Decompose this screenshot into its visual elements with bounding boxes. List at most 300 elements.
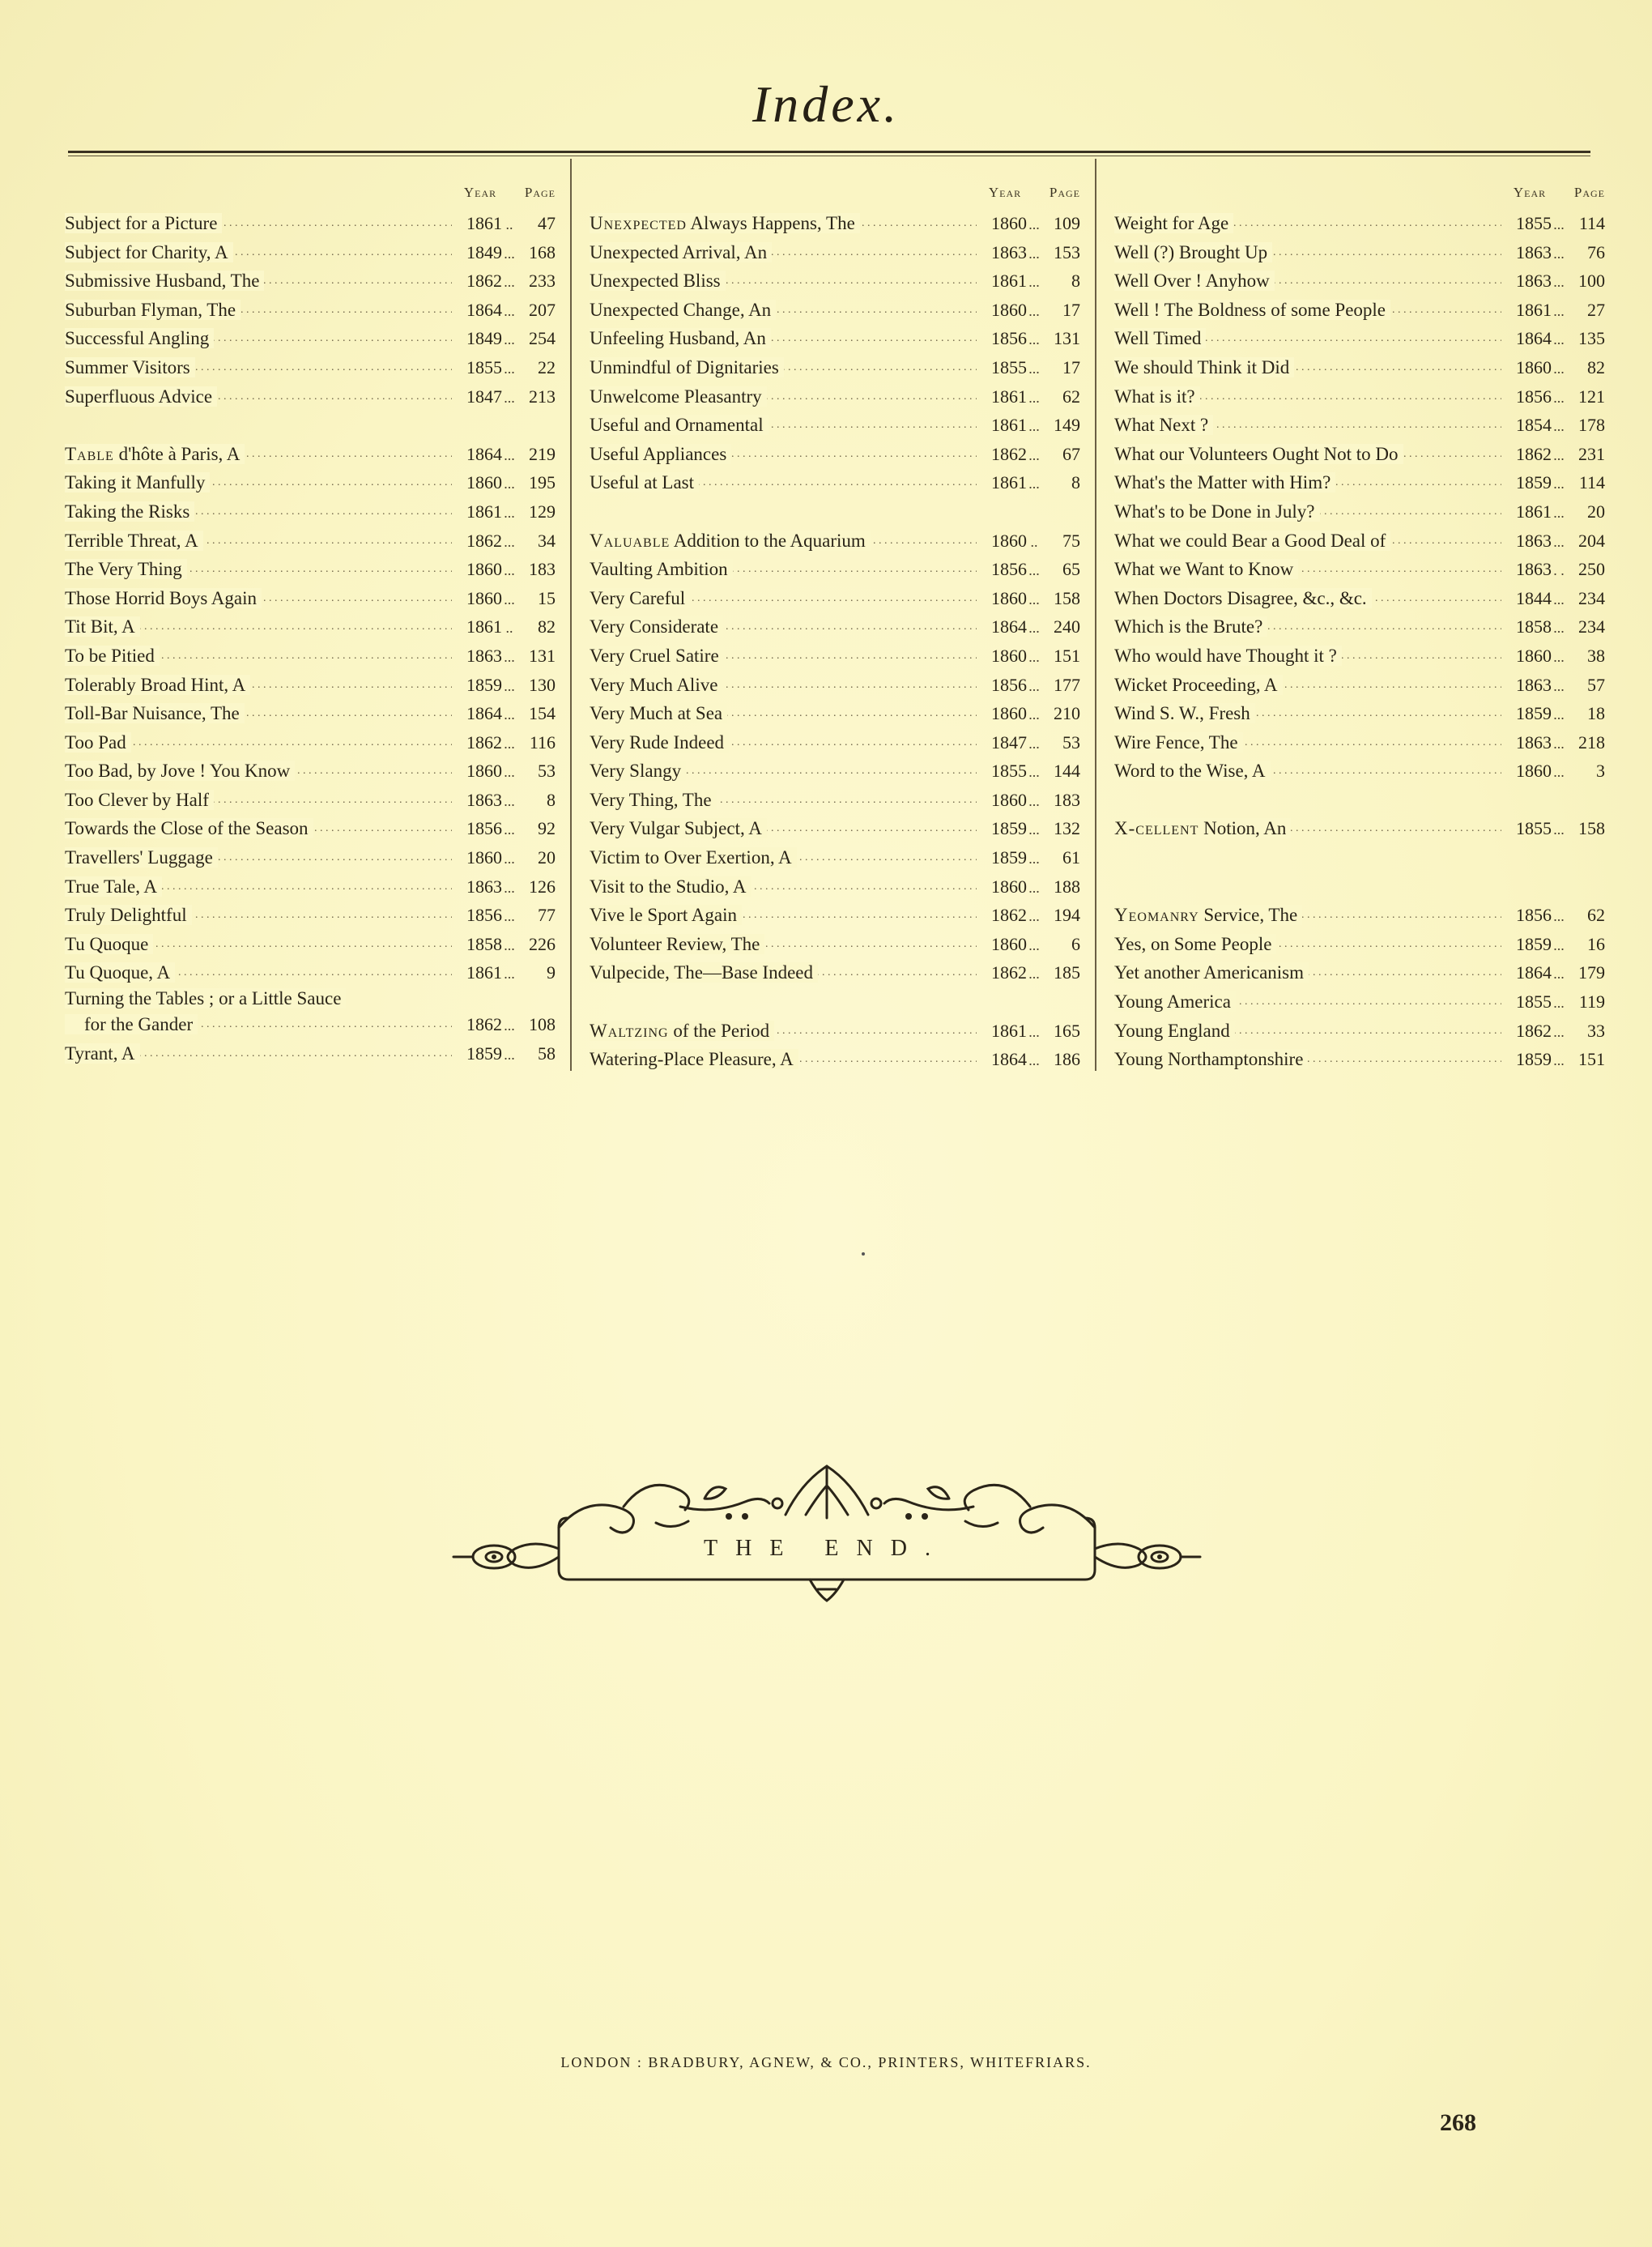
entry-year: 1856: [991, 674, 1027, 695]
entry-title: [1114, 531, 1390, 551]
entry-year: 1863: [466, 789, 502, 810]
index-entry: [590, 468, 1080, 497]
entry-page: 53: [538, 761, 556, 782]
index-entry: [65, 527, 556, 556]
entry-page: 234: [1578, 616, 1605, 637]
entry-leader: . .: [1553, 562, 1565, 579]
entry-page: 204: [1578, 530, 1605, 551]
entry-title: [590, 616, 723, 637]
entry-title-cell: [65, 353, 452, 382]
entry-year: 1862: [466, 731, 502, 753]
entry-year: 1861: [991, 472, 1027, 493]
entry-title-cell: [1114, 324, 1501, 353]
entry-title-cell: [65, 872, 452, 902]
entry-year: 1861: [991, 415, 1027, 436]
entry-year: 1862: [991, 443, 1027, 464]
entry-leader: ...: [1553, 446, 1565, 463]
index-entry: [590, 527, 1080, 556]
entry-title-cell: [1114, 497, 1501, 527]
entry-title-text: Yet another Americanism: [1114, 962, 1305, 983]
entry-leader: ...: [504, 936, 515, 953]
entry-title-cell: [1114, 266, 1501, 296]
entry-year: 1860: [991, 299, 1027, 320]
entry-leader: ...: [504, 389, 515, 406]
entry-title: [590, 790, 717, 810]
index-entries: [65, 209, 556, 1068]
entry-page: 131: [1054, 328, 1080, 349]
entry-year: 1864: [1516, 962, 1552, 983]
entry-title-text: Toll-Bar Nuisance, The: [65, 703, 240, 724]
index-column-2: [590, 185, 1080, 1074]
entry-title-cell: [1114, 814, 1501, 843]
index-entry: [1114, 728, 1605, 757]
entry-page: 61: [1062, 847, 1080, 868]
entry-title-text: What's to be Done in July?: [1114, 501, 1315, 522]
entry-page: 8: [1071, 271, 1080, 292]
entry-title: [590, 876, 751, 897]
entry-title-text: What's the Matter with Him?: [1114, 472, 1331, 493]
entry-title-cell: [590, 527, 977, 556]
entry-page: 9: [547, 962, 556, 983]
entry-leader: ...: [1553, 648, 1565, 665]
index-entry: [1114, 757, 1605, 786]
entry-year: 1861: [466, 616, 502, 637]
index-entry: [590, 440, 1080, 469]
entry-leader: ...: [1553, 677, 1565, 694]
entry-page: 15: [538, 587, 556, 608]
entry-leader: ...: [504, 966, 515, 983]
entry-title-text: What we Want to Know: [1114, 559, 1294, 580]
entry-year: 1860: [466, 587, 502, 608]
entry-year: 1847: [991, 731, 1027, 753]
entry-title: [1114, 271, 1275, 291]
entry-title: [1114, 761, 1271, 781]
index-entry: [1114, 814, 1605, 843]
entry-leader: ...: [1553, 764, 1565, 781]
entry-title-text: Towards the Close of the Season: [65, 818, 309, 839]
index-entry: [1114, 584, 1605, 613]
entry-year: 1844: [1516, 587, 1552, 608]
entry-title-text: Too Clever by Half: [65, 789, 209, 810]
entry-title: [590, 300, 776, 320]
index-entries: [1114, 209, 1605, 1074]
entry-title-text: Too Bad, by Jove ! You Know: [65, 761, 291, 782]
entry-leader: ...: [1028, 648, 1040, 665]
entry-title: [65, 876, 162, 897]
entry-leader: ...: [504, 302, 515, 319]
entry-title-text: Visit to the Studio, A: [590, 876, 747, 897]
entry-year: 1862: [991, 962, 1027, 983]
entry-title-text: What our Volunteers Ought Not to Do: [1114, 443, 1399, 464]
page-header: Page: [524, 185, 556, 200]
entry-title: [590, 472, 699, 492]
entry-title-cell: [1114, 930, 1501, 959]
entry-title: [65, 1014, 198, 1034]
entry-title-text: Who would have Thought it ?: [1114, 645, 1337, 666]
entry-leader: ...: [1553, 1023, 1565, 1040]
entry-year: 1860: [991, 587, 1027, 608]
entry-page: 195: [529, 472, 556, 493]
entry-title-cell: [65, 612, 452, 642]
entry-page: 57: [1587, 674, 1605, 695]
entry-year: 1860: [991, 933, 1027, 954]
column-header: [590, 185, 1080, 209]
entry-lead-word: X-cellent: [1114, 818, 1199, 839]
year-header: Year: [463, 185, 497, 200]
entry-year: 1863: [1516, 559, 1552, 580]
entry-leader: ...: [1553, 302, 1565, 319]
index-entry: [590, 296, 1080, 325]
entry-year: 1858: [1516, 616, 1552, 637]
entry-leader: ...: [504, 851, 515, 868]
entry-page: 20: [538, 847, 556, 868]
entry-title: [1114, 1021, 1235, 1041]
year-header: Year: [1513, 185, 1547, 200]
index-entry: [1114, 497, 1605, 527]
entry-page: 183: [529, 559, 556, 580]
entry-leader: ...: [504, 533, 515, 550]
entry-year: 1860: [991, 213, 1027, 233]
entry-leader: ...: [1553, 504, 1565, 521]
entry-leader: ...: [504, 792, 515, 809]
entry-title: [65, 357, 195, 377]
entry-title-cell: [65, 901, 452, 930]
entry-title-text: Addition to the Aquarium: [670, 530, 866, 551]
entry-title-cell: [65, 324, 452, 353]
entry-year: 1856: [1516, 386, 1552, 407]
entry-leader: ...: [504, 821, 515, 838]
index-entry: [1114, 238, 1605, 267]
entry-title-text: Watering-Place Pleasure, A: [590, 1049, 794, 1070]
index-entries: [590, 209, 1080, 1074]
index-entry: [65, 440, 556, 469]
entry-gap: [590, 987, 1080, 1017]
entry-page: 151: [1578, 1049, 1605, 1070]
entry-title: [1114, 213, 1233, 233]
entry-year: 1861: [466, 213, 502, 233]
entry-leader: ...: [1028, 389, 1040, 406]
entry-page: 153: [1054, 241, 1080, 262]
entry-leader: ...: [1028, 418, 1040, 435]
entry-title: [65, 847, 218, 868]
entry-title-text: Taking it Manfully: [65, 472, 206, 493]
entry-title: [590, 905, 742, 925]
entry-title-text: Vive le Sport Again: [590, 905, 737, 926]
entry-leader: ...: [1028, 851, 1040, 868]
entry-page: 114: [1578, 213, 1605, 233]
entry-title-cell: [65, 497, 452, 527]
entry-title: [65, 328, 214, 348]
entry-title: [1114, 472, 1335, 492]
entry-page: 132: [1054, 818, 1080, 839]
entry-year: 1855: [466, 356, 502, 377]
entry-page: 149: [1054, 415, 1080, 436]
header-rule: [68, 151, 1590, 153]
entry-leader: ...: [1028, 302, 1040, 319]
entry-title: [65, 531, 203, 551]
entry-title: [1114, 386, 1200, 407]
entry-page: 77: [538, 905, 556, 926]
entry-page: 108: [529, 1014, 556, 1035]
entry-title-cell: [65, 468, 452, 497]
entry-year: 1863: [466, 876, 502, 897]
entry-page: 119: [1578, 991, 1605, 1013]
entry-year: 1863: [466, 645, 502, 666]
entry-year: 1860: [1516, 645, 1552, 666]
entry-page: 47: [538, 213, 556, 233]
entry-title-text: Wind S. W., Fresh: [1114, 703, 1250, 724]
entry-year: 1860: [991, 530, 1027, 551]
entry-title: [590, 1021, 774, 1041]
entry-year: 1855: [1516, 818, 1552, 839]
entry-title: [1114, 934, 1276, 954]
entry-title-cell: [590, 642, 977, 671]
entry-title-cell: [65, 584, 452, 613]
column-divider: [1095, 159, 1096, 1071]
entry-leader: ...: [504, 274, 515, 291]
entry-title-cell: [65, 786, 452, 815]
index-entry: [590, 382, 1080, 411]
index-entry: [590, 872, 1080, 902]
entry-title-text: Tolerably Broad Hint, A: [65, 674, 246, 695]
entry-page: 82: [1587, 356, 1605, 377]
index-entry: [65, 1039, 556, 1068]
entry-year: 1864: [466, 299, 502, 320]
index-entry: [590, 930, 1080, 959]
entry-year: 1862: [466, 1014, 502, 1035]
entry-page: 207: [529, 299, 556, 320]
entry-title-cell: [1114, 671, 1501, 700]
entry-leader: ...: [1553, 331, 1565, 348]
entry-title: [1114, 732, 1243, 753]
entry-title-text: of the Period: [668, 1020, 770, 1041]
entry-title-text: To be Pitied: [65, 645, 155, 666]
index-entry: [65, 382, 556, 411]
entry-year: 1863: [1516, 271, 1552, 292]
entry-leader: ...: [1028, 677, 1040, 694]
entry-year: 1860: [1516, 356, 1552, 377]
entry-year: 1861: [1516, 299, 1552, 320]
entry-leader: ...: [1553, 475, 1565, 492]
entry-title-cell: [1114, 987, 1501, 1017]
index-entry: [65, 814, 556, 843]
entry-title-cell: [1114, 382, 1501, 411]
entry-title-text: Always Happens, The: [686, 213, 855, 233]
entry-year: 1859: [466, 674, 502, 695]
index-entry: [1114, 527, 1605, 556]
entry-title: [590, 732, 729, 753]
entry-page: 16: [1587, 933, 1605, 954]
entry-title-cell: [1114, 1045, 1501, 1074]
entry-title-cell: [65, 843, 452, 872]
entry-leader: ...: [1028, 764, 1040, 781]
entry-leader: ...: [1028, 792, 1040, 809]
entry-title: [65, 732, 131, 753]
entry-title: [590, 675, 722, 695]
entry-year: 1856: [1516, 905, 1552, 926]
entry-page: 22: [538, 356, 556, 377]
entry-title-text: Notion, An: [1199, 818, 1287, 839]
index-entry: [65, 612, 556, 642]
index-entry: [65, 843, 556, 872]
entry-title-cell: [590, 238, 977, 267]
entry-title-text: Which is the Brute?: [1114, 616, 1263, 637]
entry-title-text: Well Over ! Anyhow: [1114, 271, 1270, 292]
entry-title: [590, 761, 686, 781]
entry-year: 1862: [991, 905, 1027, 926]
entry-title-text: Very Much at Sea: [590, 703, 723, 724]
entry-title-text: Tu Quoque: [65, 933, 149, 954]
entry-title: [65, 559, 187, 579]
entry-page: 226: [529, 933, 556, 954]
entry-title-text: Yes, on Some People: [1114, 933, 1272, 954]
index-entry: [590, 901, 1080, 930]
entry-page: 18: [1587, 703, 1605, 724]
entry-year: 1860: [991, 876, 1027, 897]
entry-title-text: Young England: [1114, 1020, 1230, 1041]
page-header: Page: [1049, 185, 1080, 200]
entry-title: [65, 818, 313, 838]
entry-page: 58: [538, 1042, 556, 1064]
entry-title-cell: [590, 296, 977, 325]
entry-title-text: Unwelcome Pleasantry: [590, 386, 762, 407]
entry-title-text: Very Much Alive: [590, 674, 718, 695]
entry-year: 1859: [466, 1042, 502, 1064]
entry-title-cell: [1114, 612, 1501, 642]
index-entry: [1114, 209, 1605, 238]
index-entry: [590, 958, 1080, 987]
entry-title: [590, 213, 860, 233]
entry-title-cell: [65, 671, 452, 700]
entry-title: [590, 646, 724, 666]
index-entry: [65, 786, 556, 815]
index-entry: [65, 872, 556, 902]
entry-title-text: Truly Delightful: [65, 905, 187, 926]
entry-title: [65, 962, 175, 983]
index-entry: [1114, 411, 1605, 440]
entry-title: [65, 588, 262, 608]
entry-title-cell: [65, 1039, 452, 1068]
entry-leader: ...: [1553, 966, 1565, 983]
entry-page: 240: [1054, 616, 1080, 637]
entry-title: [1114, 300, 1390, 320]
entry-title-text: Very Thing, The: [590, 789, 712, 810]
entry-leader: ...: [504, 735, 515, 752]
entry-year: 1854: [1516, 415, 1552, 436]
entry-leader: ...: [1553, 821, 1565, 838]
entry-title-cell: [590, 757, 977, 786]
index-entry: [590, 238, 1080, 267]
entry-page: 233: [529, 271, 556, 292]
entry-leader: ..: [505, 216, 513, 232]
entry-leader: ...: [1028, 879, 1040, 896]
entry-leader: ...: [1028, 245, 1040, 262]
entry-leader: ...: [1028, 562, 1040, 579]
entry-title-cell: [1114, 527, 1501, 556]
entry-title-cell: [1114, 411, 1501, 440]
entry-year: 1849: [466, 241, 502, 262]
entry-title: [65, 905, 192, 925]
entry-leader: ...: [1553, 389, 1565, 406]
index-entry: [590, 411, 1080, 440]
entry-title-cell: [65, 757, 452, 786]
index-entry: [590, 814, 1080, 843]
entry-year: 1861: [466, 501, 502, 522]
entry-title: [1114, 415, 1213, 435]
entry-gap: [590, 497, 1080, 527]
entry-page: 17: [1062, 356, 1080, 377]
entry-title-cell: [65, 209, 452, 238]
entry-title-text: Those Horrid Boys Again: [65, 587, 258, 608]
entry-leader: ...: [1028, 216, 1040, 232]
year-header: Year: [988, 185, 1022, 200]
entry-title-cell: [1114, 296, 1501, 325]
entry-title-cell: [1114, 699, 1501, 728]
index-entry: [65, 209, 556, 238]
entry-title-cell: [65, 642, 452, 671]
entry-title-text: When Doctors Disagree, &c., &c.: [1114, 587, 1367, 608]
entry-page: 129: [529, 501, 556, 522]
entry-page: 109: [1054, 213, 1080, 233]
entry-leader: ...: [1028, 620, 1040, 637]
entry-page: 131: [529, 645, 556, 666]
index-entry: [1114, 296, 1605, 325]
entry-year: 1858: [466, 933, 502, 954]
entry-title: [65, 271, 264, 291]
entry-title-text: What is it?: [1114, 386, 1195, 407]
entry-title-cell: [590, 440, 977, 469]
entry-title: [65, 703, 245, 723]
entry-gap: [1114, 843, 1605, 872]
entry-title-cell: [590, 786, 977, 815]
entry-leader: ...: [1553, 936, 1565, 953]
entry-title-cell: [1114, 901, 1501, 930]
entry-title: [590, 328, 771, 348]
entry-page: 250: [1578, 559, 1605, 580]
index-entry: [65, 353, 556, 382]
entry-page: 38: [1587, 645, 1605, 666]
entry-page: 27: [1587, 299, 1605, 320]
entry-page: 158: [1054, 587, 1080, 608]
entry-leader: ...: [1028, 1023, 1040, 1040]
entry-title-text: Tyrant, A: [65, 1042, 135, 1064]
entry-title-cell: [65, 266, 452, 296]
entry-title: [1114, 962, 1309, 983]
entry-year: 1855: [1516, 213, 1552, 233]
entry-page: 130: [529, 674, 556, 695]
entry-title-text: Turning the Tables ; or a Little Sauce: [65, 988, 342, 1009]
the-end-ornament: [437, 1450, 1215, 1612]
entry-title-text: Unexpected Change, An: [590, 299, 772, 320]
entry-year: 1860: [466, 559, 502, 580]
entry-title: [65, 934, 153, 954]
entry-title-text: Well ! The Boldness of some People: [1114, 299, 1386, 320]
entry-leader: ...: [1028, 360, 1040, 377]
entry-leader: ...: [1028, 908, 1040, 925]
entry-year: 1863: [1516, 674, 1552, 695]
entry-page: 53: [1062, 731, 1080, 753]
index-entry: [1114, 266, 1605, 296]
entry-title-text: Victim to Over Exertion, A: [590, 847, 792, 868]
entry-title-text: Young Northamptonshire: [1114, 1049, 1304, 1070]
entry-title-cell: [1114, 238, 1501, 267]
entry-leader: ...: [504, 475, 515, 492]
entry-page: 219: [529, 443, 556, 464]
index-entry: [65, 757, 556, 786]
entry-lead-word: Valuable: [590, 530, 671, 551]
entry-title-cell: [65, 382, 452, 411]
entry-year: 1861: [991, 1020, 1027, 1041]
